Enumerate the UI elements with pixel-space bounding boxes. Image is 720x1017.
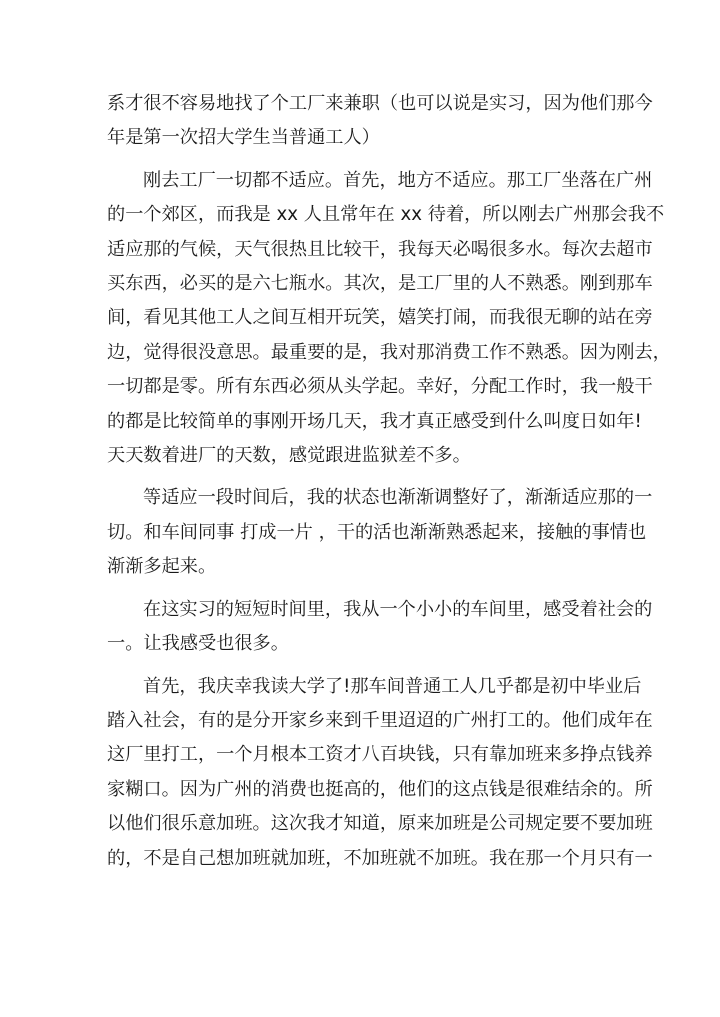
text-line: 这厂里打工，一个月根本工资才八百块钱，只有靠加班来多挣点钱养 [107, 744, 653, 766]
text-line: 家糊口。因为广州的消费也挺高的，他们的这点钱是很难结余的。所 [107, 778, 653, 800]
text-line: 在这实习的短短时间里，我从一个小小的车间里，感受着社会的 [143, 598, 653, 620]
text-line: 的，不是自己想加班就加班，不加班就不加班。我在那一个月只有一 [107, 847, 653, 869]
text-line: 一切都是零。所有东西必须从头学起。幸好，分配工作时，我一般干 [107, 376, 653, 398]
text-line: 年是第一次招大学生当普通工人） [107, 127, 380, 149]
text-line: 间，看见其他工人之间互相开玩笑，嬉笑打闹，而我很无聊的站在旁 [107, 307, 653, 329]
paragraph-1 [107, 87, 653, 156]
text-line: 首先，我庆幸我读大学了!那车间普通工人几乎都是初中毕业后 [143, 675, 642, 697]
text-line: 渐渐多起来。 [107, 556, 217, 578]
text-line: 天天数着进厂的天数，感觉跟进监狱差不多。 [107, 445, 471, 467]
text-line: 买东西，必买的是六七瓶水。其次，是工厂里的人不熟悉。刚到那车 [107, 273, 653, 295]
document-page [107, 87, 671, 876]
text-line: 边，觉得很没意思。最重要的是，我对那消费工作不熟悉。因为刚去， [107, 341, 671, 363]
text-line: 刚去工厂一切都不适应。首先，地方不适应。那工厂坐落在广州 [143, 169, 653, 191]
text-line: 以他们很乐意加班。这次我才知道，原来加班是公司规定要不要加班 [107, 813, 653, 835]
paragraph-2 [107, 164, 671, 474]
paragraph-3 [107, 481, 653, 584]
text-line: 适应那的气候，天气很热且比较干，我每天必喝很多水。每次去超市 [107, 238, 653, 260]
text-line: 的一个郊区，而我是 xx 人且常年在 xx 待着，所以刚去广州那会我不 [107, 204, 665, 226]
text-line: 切。和车间同事 打成一片 ，干的活也渐渐熟悉起来，接触的事情也 [107, 521, 647, 543]
paragraph-4 [107, 593, 653, 662]
paragraph-5 [107, 670, 653, 876]
text-line: 踏入社会，有的是分开家乡来到千里迢迢的广州打工的。他们成年在 [107, 709, 653, 731]
text-line: 等适应一段时间后，我的状态也渐渐调整好了，渐渐适应那的一 [143, 487, 653, 509]
text-line: 的都是比较简单的事刚开场几天，我才真正感受到什么叫度日如年! [107, 410, 642, 432]
text-line: 系才很不容易地找了个工厂来兼职（也可以说是实习，因为他们那今 [107, 93, 653, 114]
text-line: 一。让我感受也很多。 [107, 633, 289, 655]
